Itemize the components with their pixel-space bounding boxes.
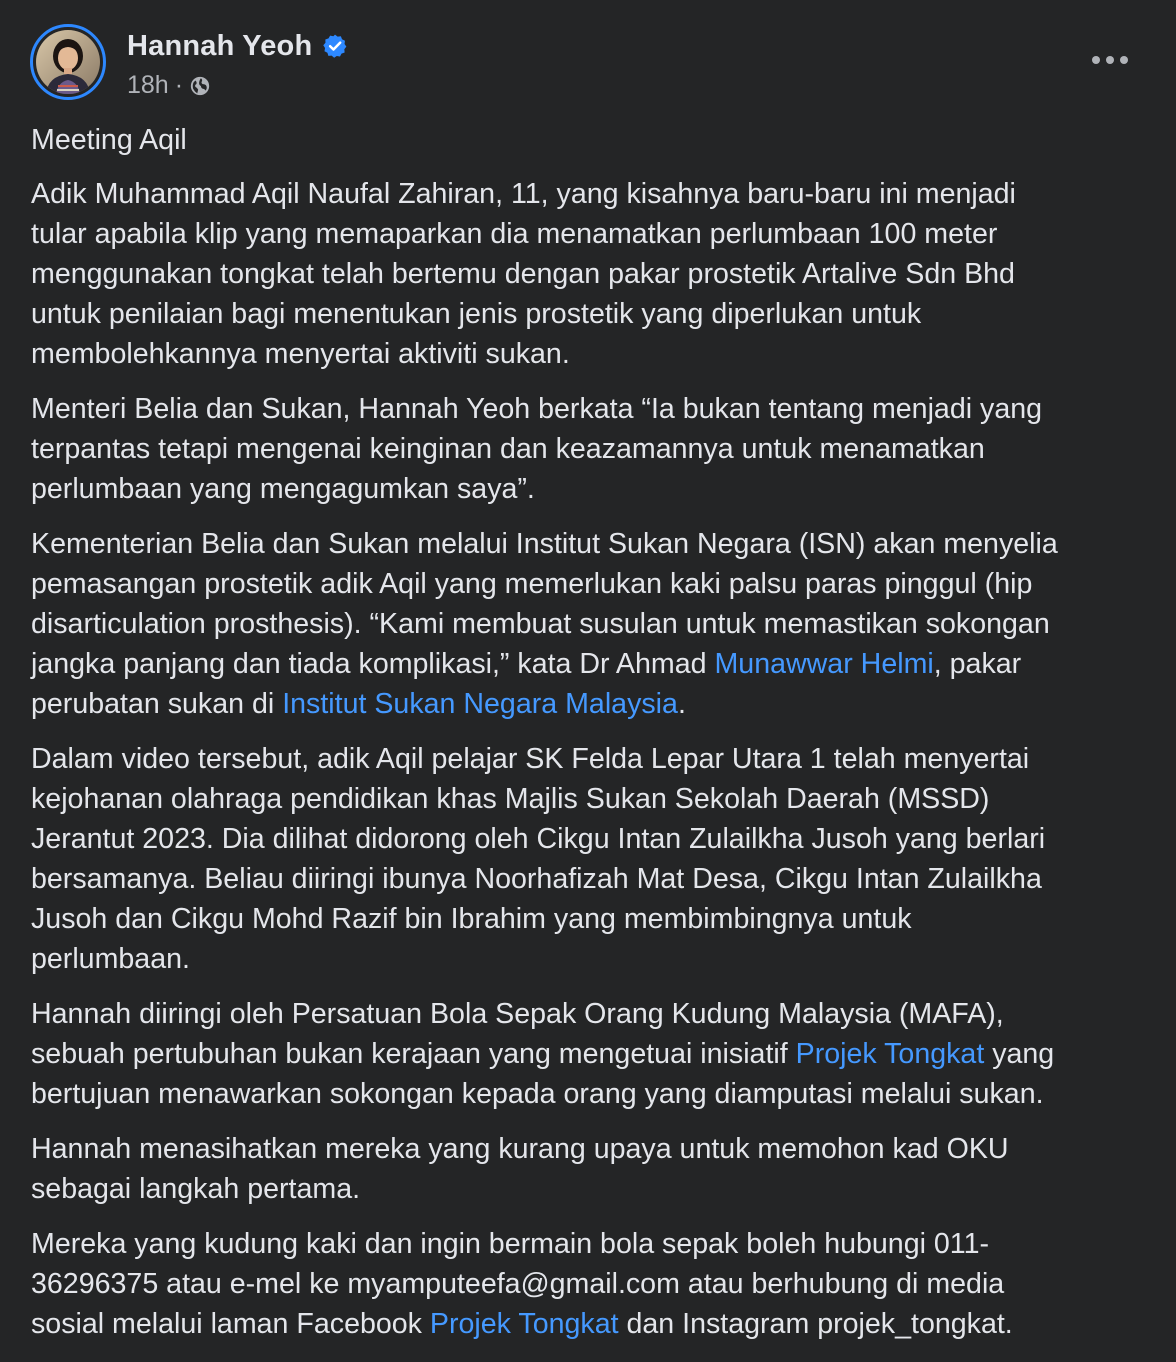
dot: [1092, 56, 1100, 64]
paragraph-1: Adik Muhammad Aqil Naufal Zahiran, 11, yang kisahnya baru-baru ini menjadi tular apabila klip yang memaparkan dia menamatkan perlumbaan 100 meter menggunakan tongkat telah bertemu dengan pakar prostetik Artalive Sdn Bhd untuk penilaian bagi menentukan jenis prostetik yang diperlukan untuk membolehkannya menyertai aktiviti sukan.: [31, 178, 1016, 370]
paragraph-7: [31, 1224, 1151, 1344]
projek-tongkat-facebook-link[interactable]: Projek Tongkat: [429, 1308, 619, 1340]
post-content: [31, 120, 1151, 1359]
post-timestamp[interactable]: 18h: [127, 71, 169, 99]
profile-photo: [36, 30, 100, 94]
projek-tongkat-link[interactable]: Projek Tongkat: [795, 1038, 985, 1070]
paragraph-7-text-before: Mereka yang kudung kaki dan ingin bermain bola sepak boleh hubungi 011- 36296375 atau e-mel ke myamputeefa@gmail.com atau berhubung di media sosial melalui laman Facebook: [31, 1228, 1005, 1340]
paragraph-3-text-after: .: [677, 688, 686, 720]
paragraph-3-text-before: Kementerian Belia dan Sukan melalui Institut Sukan Negara (ISN) akan menyelia pemasangan prostetik adik Aqil yang memerlukan kaki palsu paras pinggul (hip disarticulation prosthesis). “Kami membuat susulan untuk memastikan sokongan jangka panjang dan tiada komplikasi,” kata Dr Ahmad: [31, 528, 1058, 680]
paragraph-5-text-after: yang bertujuan menawarkan sokongan kepada orang yang diamputasi melalui sukan.: [31, 1038, 1055, 1110]
globe-icon[interactable]: [189, 75, 211, 97]
paragraph-5-text-before: Hannah diiringi oleh Persatuan Bola Sepak Orang Kudung Malaysia (MAFA), sebuah pertubuhan bukan kerajaan yang mengetuai inisiatif: [31, 998, 1004, 1070]
post-header: [30, 24, 348, 104]
paragraph-5: [31, 994, 1151, 1114]
post-meta: [127, 24, 348, 100]
paragraph-4: Dalam video tersebut, adik Aqil pelajar SK Felda Lepar Utara 1 telah menyertai kejohanan olahraga pendidikan khas Majlis Sukan Sekolah Daerah (MSSD) Jerantut 2023. Dia dilihat didorong oleh Cikgu Intan Zulailkha Jusoh yang berlari bersamanya. Beliau diiringi ibunya Noorhafizah Mat Desa, Cikgu Intan Zulailkha Jusoh dan Cikgu Mohd Razif bin Ibrahim yang membimbingnya untuk perlumbaan.: [31, 743, 1046, 975]
dot: [1120, 56, 1128, 64]
more-options-icon[interactable]: [1092, 50, 1128, 70]
paragraph-3-text-middle: , pakar perubatan sukan di: [31, 648, 1022, 720]
verified-badge-icon: [322, 33, 348, 59]
author-row: [127, 28, 348, 64]
separator-dot: ·: [174, 71, 184, 99]
paragraph-3: [31, 524, 1151, 724]
paragraph-6: Hannah menasihatkan mereka yang kurang upaya untuk memohon kad OKU sebagai langkah pertama.: [31, 1133, 1009, 1205]
munawwar-helmi-link[interactable]: Munawwar Helmi: [714, 648, 934, 680]
avatar[interactable]: [30, 24, 106, 100]
dot: [1106, 56, 1114, 64]
paragraph-7-text-after: dan Instagram projek_tongkat.: [618, 1308, 1013, 1340]
paragraph-2: Menteri Belia dan Sukan, Hannah Yeoh berkata “Ia bukan tentang menjadi yang terpantas tetapi mengenai keinginan dan keazamannya untuk menamatkan perlumbaan yang mengagumkan saya”.: [31, 393, 1043, 505]
institut-sukan-negara-link[interactable]: Institut Sukan Negara Malaysia: [282, 688, 678, 720]
post-title: Meeting Aqil: [31, 124, 187, 156]
post-info-row: [127, 71, 348, 100]
author-name[interactable]: Hannah Yeoh: [127, 29, 313, 62]
